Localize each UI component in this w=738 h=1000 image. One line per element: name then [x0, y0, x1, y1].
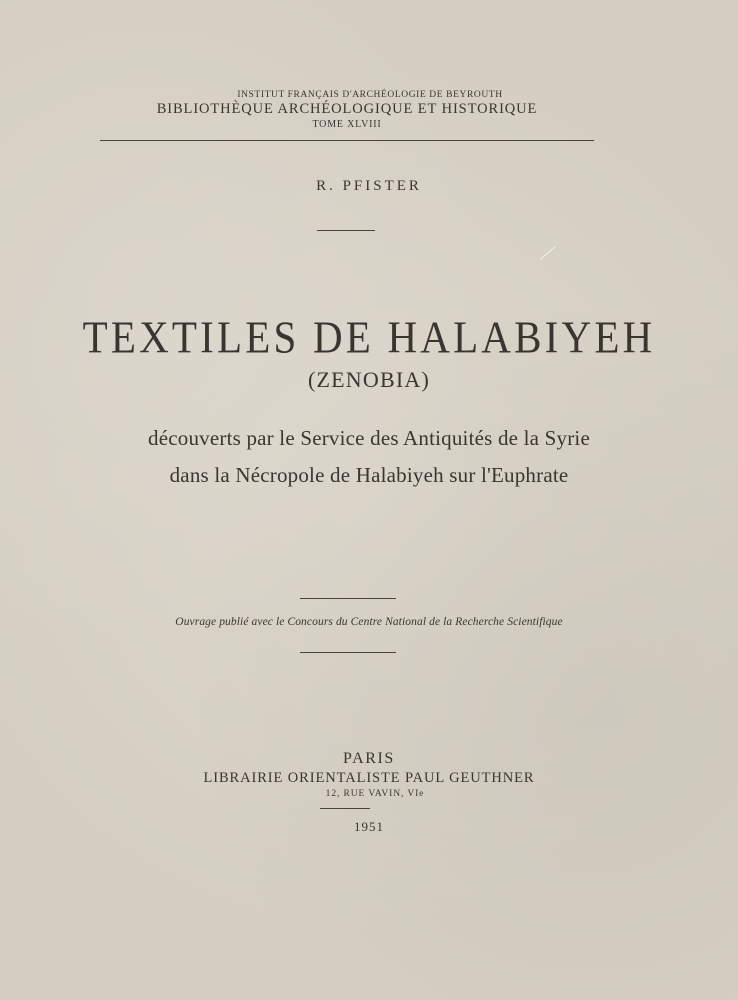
tome-number: TOME XLVIII	[312, 119, 382, 130]
author-name: R. PFISTER	[316, 178, 422, 194]
description-line-1: découverts par le Service des Antiquités de la Syrie	[148, 426, 590, 450]
note-rule-bottom	[300, 652, 396, 653]
book-subtitle: (ZENOBIA)	[308, 367, 430, 392]
paper-mark	[540, 246, 556, 260]
imprint-publisher: LIBRAIRIE ORIENTALISTE PAUL GEUTHNER	[203, 770, 535, 786]
note-rule-top	[300, 598, 396, 599]
imprint-city: PARIS	[343, 750, 395, 767]
book-title: TEXTILES DE HALABIYEH	[82, 311, 656, 363]
imprint-rule	[320, 808, 370, 809]
collection-name: BIBLIOTHÈQUE ARCHÉOLOGIQUE ET HISTORIQUE	[156, 101, 538, 117]
institute-name: INSTITUT FRANÇAIS D'ARCHÉOLOGIE DE BEYROUTH	[237, 90, 503, 100]
header-rule	[100, 140, 594, 141]
author-rule	[317, 230, 375, 231]
imprint-address: 12, RUE VAVIN, VIe	[325, 789, 425, 799]
description-line-2: dans la Nécropole de Halabiyeh sur l'Euphrate	[169, 463, 569, 487]
publication-note: Ouvrage publié avec le Concours du Centre National de la Recherche Scientifique	[175, 616, 563, 628]
series-header	[100, 89, 594, 131]
imprint-year: 1951	[354, 819, 384, 834]
